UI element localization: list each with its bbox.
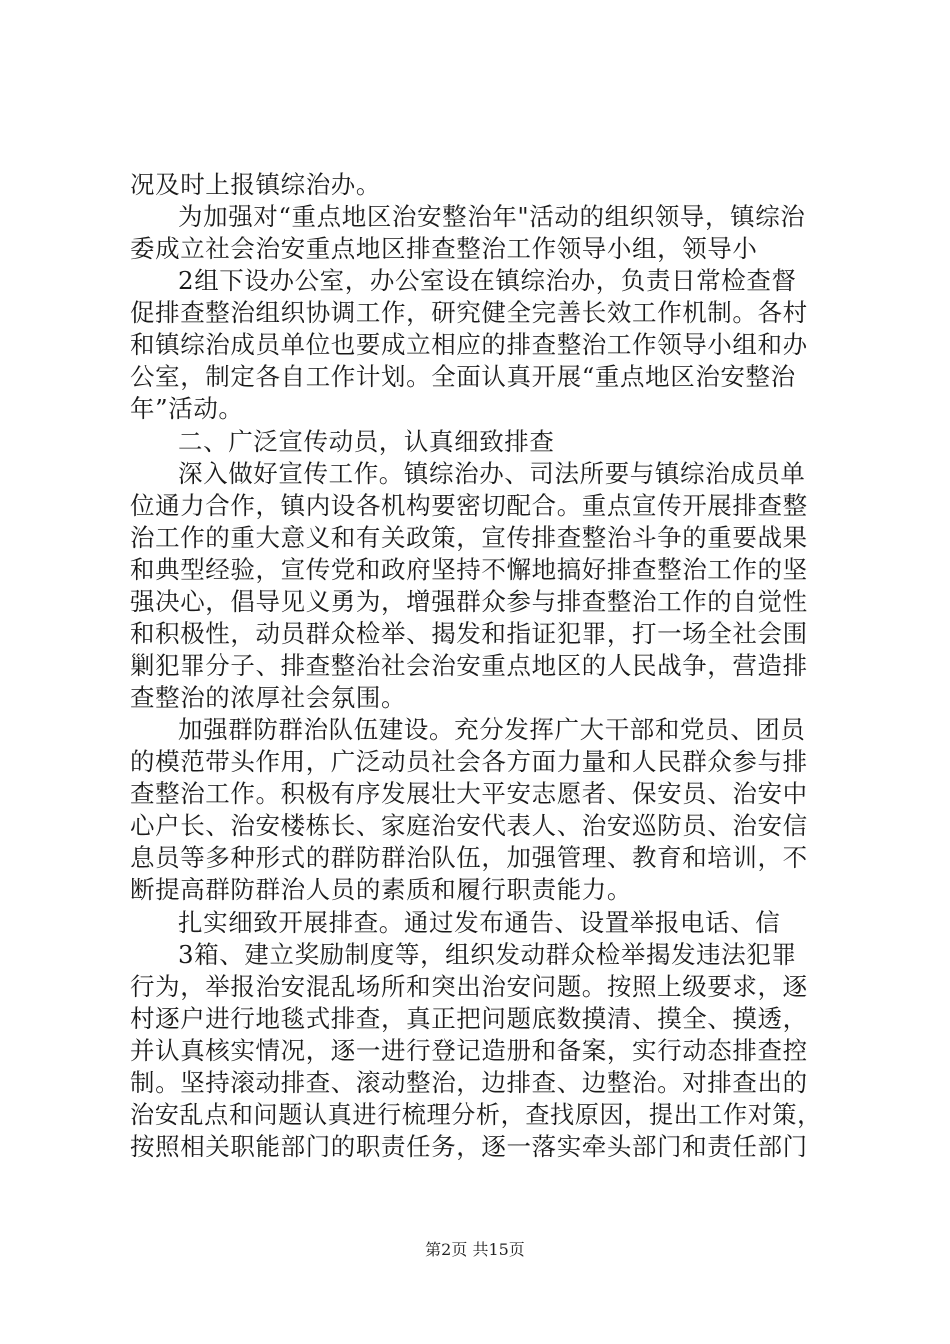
paragraph-line: 制。坚持滚动排查、滚动整治，边排查、边整治。对排查出的 [130, 1068, 808, 1097]
paragraph-line: 村逐户进行地毯式排查，真正把问题底数摸清、摸全、摸透， [130, 1004, 808, 1033]
paragraph-line: 位通力合作，镇内设各机构要密切配合。重点宣传开展排查整 [130, 491, 808, 520]
paragraph-line: 促排查整治组织协调工作，研究健全完善长效工作机制。各村 [130, 298, 808, 327]
paragraph-line: 息员等多种形式的群防群治队伍，加强管理、教育和培训，不 [130, 843, 808, 872]
paragraph-line: 扎实细致开展排查。通过发布通告、设置举报电话、信 [178, 908, 781, 937]
paragraph-line: 委成立社会治安重点地区排查整治工作领导小组，领导小 [130, 234, 758, 263]
paragraph-line: 和镇综治成员单位也要成立相应的排查整治工作领导小组和办 [130, 330, 808, 359]
paragraph-line: 强决心，倡导见义勇为，增强群众参与排查整治工作的自觉性 [130, 587, 808, 616]
paragraph-line: 查整治的浓厚社会氛围。 [130, 683, 407, 712]
paragraph-line: 深入做好宣传工作。镇综治办、司法所要与镇综治成员单 [178, 459, 806, 488]
paragraph-line: 况及时上报镇综治办。 [130, 170, 381, 199]
paragraph-line: 加强群防群治队伍建设。充分发挥广大干部和党员、团员 [178, 715, 806, 744]
paragraph-line: 治安乱点和问题认真进行梳理分析，查找原因，提出工作对策， [130, 1100, 822, 1129]
paragraph-line: 年”活动。 [130, 394, 244, 423]
paragraph-line: 行为，举报治安混乱场所和突出治安问题。按照上级要求，逐 [130, 972, 808, 1001]
paragraph-line: 和积极性，动员群众检举、揭发和指证犯罪，打一场全社会围 [130, 619, 808, 648]
paragraph-line: 公室，制定各自工作计划。全面认真开展“重点地区治安整治 [130, 362, 796, 391]
paragraph-line: 的模范带头作用，广泛动员社会各方面力量和人民群众参与排 [130, 747, 808, 776]
paragraph-line: 并认真核实情况，逐一进行登记造册和备案，实行动态排查控 [130, 1036, 808, 1065]
paragraph-line: 剿犯罪分子、排查整治社会治安重点地区的人民战争，营造排 [130, 651, 808, 680]
paragraph-line: 2组下设办公室，办公室设在镇综治办，负责日常检查督 [178, 266, 797, 295]
section-heading: 二、广泛宣传动员，认真细致排查 [178, 427, 555, 456]
paragraph-line: 心户长、治安楼栋长、家庭治安代表人、治安巡防员、治安信 [130, 811, 808, 840]
paragraph-line: 为加强对“重点地区治安整治年"活动的组织领导，镇综治 [178, 202, 806, 231]
paragraph-line: 和典型经验，宣传党和政府坚持不懈地搞好排查整治工作的坚 [130, 555, 808, 584]
paragraph-line: 3箱、建立奖励制度等，组织发动群众检举揭发违法犯罪 [178, 940, 797, 969]
page-footer: 第2页 共15页 [425, 1240, 525, 1259]
paragraph-line: 查整治工作。积极有序发展壮大平安志愿者、保安员、治安中 [130, 779, 808, 808]
paragraph-line: 治工作的重大意义和有关政策，宣传排查整治斗争的重要战果 [130, 523, 808, 552]
paragraph-line: 断提高群防群治人员的素质和履行职责能力。 [130, 875, 632, 904]
paragraph-line: 按照相关职能部门的职责任务，逐一落实牵头部门和责任部门 [130, 1132, 808, 1161]
